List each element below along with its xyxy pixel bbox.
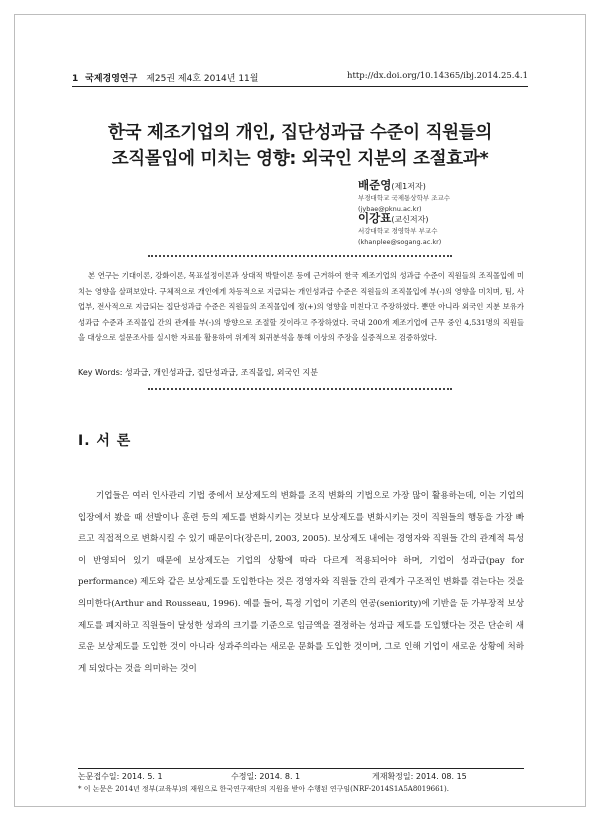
- header-rule: [72, 86, 528, 87]
- doi-link[interactable]: http://dx.doi.org/10.14365/ibj.2014.25.4.1: [346, 71, 528, 81]
- abstract: 본 연구는 기대이론, 강화이론, 목표설정이론과 상대적 박탈이론 등에 근거하여 한국 제조기업의 성과급 수준이 직원들의 조직몰입에 미치는 영향을 살펴보았다. 구체적으로 개인에게 차등적으로 지급되는 개인성과급 수준은 직원들의 조직몰입에 부(-)의 영향을 미치며, 팀, 사업부, 전사적으로 지급되는 집단성과급 수준은 직원들의 조직몰입에 정(+)의 영향을 미친다고 주장하였다. 뿐만 아니라 외국인 지분 보유가 성과급 수준과 조직몰입 간의 관계를 부(-)의 방향으로 조절할 것이라고 주장하였다. 국내 200개 제조기업에 근무 중인 4,531명의 직원들을 대상으로 설문조사를 실시한 자료를 활용하여 위계적 회귀분석을 통해 이상의 주장을 실증적으로 검증하였다.: [78, 271, 524, 343]
- received-date: 논문접수일: 2014. 5. 1: [78, 772, 163, 781]
- author-affiliation: 부경대학교 국제통상학부 조교수: [358, 194, 451, 202]
- title-line-2: 조직몰입에 미치는 영향: 외국인 지분의 조절효과*: [111, 149, 489, 169]
- body-paragraph: 기업들은 여러 인사관리 기법 중에서 보상제도의 변화를 조직 변화의 기법으로 가장 많이 활용하는데, 이는 기업의 입장에서 봤을 때 선발이나 훈련 등의 제도를 변화시키는 것보다 보상제도를 변화시키는 것이 직원들의 행동을 가장 빠르고 직접적으로 변화시킬 수 있기 때문이다(장은미, 2003, 2005). 보상제도 내에는 경영자와 직원들 간의 관계적 특성이 반영되어 있기 때문에 보상제도는 기업의 상황에 따라 다르게 적용되어야 하며, 기업이 성과급(pay for performance) 제도와 같은 보상제도를 도입한다는 것은 경영자와 직원들 간의 관계가 구조적인 변화를 겪는다는 것을 의미한다(Arthur and Rousseau, 1996). 예를 들어, 특정 기업이 기존의 연공(seniority)에 기반을 둔 가부장적 보상제도를 폐지하고 직원들이 달성한 성과의 크기를 기준으로 임금액을 결정하는 성과급 제도를 도입했다는 것은 단순히 새로운 보상제도를 도입한 것이 아니라 성과주의라는 새로운 문화를 도입한 것이며, 그로 인해 기업이 새로운 상황에 처하게 되었다는 것을 의미하는 것이: [78, 491, 524, 674]
- author-affiliation: 서강대학교 경영학부 부교수: [358, 227, 438, 235]
- dotted-divider-top: [148, 255, 452, 257]
- keywords: [78, 367, 318, 378]
- page-number: 1: [72, 74, 79, 84]
- footer-rule: [78, 768, 524, 769]
- author-email: (jybae@pknu.ac.kr): [358, 205, 422, 213]
- funding-footnote: * 이 논문은 2014년 정부(교육부)의 재원으로 한국연구재단의 지원을 받아 수행된 연구임(NRF-2014S1A5A8019661).: [78, 785, 449, 793]
- author-first: [358, 180, 450, 215]
- keywords-label: Key Words:: [78, 368, 123, 377]
- title-line-1: 한국 제조기업의 개인, 집단성과급 수준이 직원들의: [107, 123, 492, 143]
- keywords-text: 성과급, 개인성과급, 집단성과급, 조직몰입, 외국인 지분: [125, 368, 318, 377]
- running-header: [72, 71, 528, 85]
- author-role: (제1저자): [391, 182, 426, 191]
- revised-date: 수정일: 2014. 8. 1: [231, 772, 301, 781]
- accepted-date: 게재확정일: 2014. 08. 15: [372, 772, 467, 781]
- dotted-divider-bottom: [148, 388, 452, 390]
- author-role: (교신저자): [391, 215, 429, 224]
- author-corresponding: [358, 213, 441, 248]
- author-name: 배준영: [358, 178, 392, 192]
- header-left: [72, 71, 258, 84]
- author-email: (khanplee@sogang.ac.kr): [358, 238, 442, 246]
- section-heading: Ⅰ. 서 론: [78, 433, 132, 449]
- author-name: 이강표: [358, 211, 392, 225]
- paper-title: [0, 120, 600, 172]
- issue-info: 제25권 제4호 2014년 11월: [146, 74, 259, 84]
- journal-name: 국제경영연구: [85, 74, 138, 84]
